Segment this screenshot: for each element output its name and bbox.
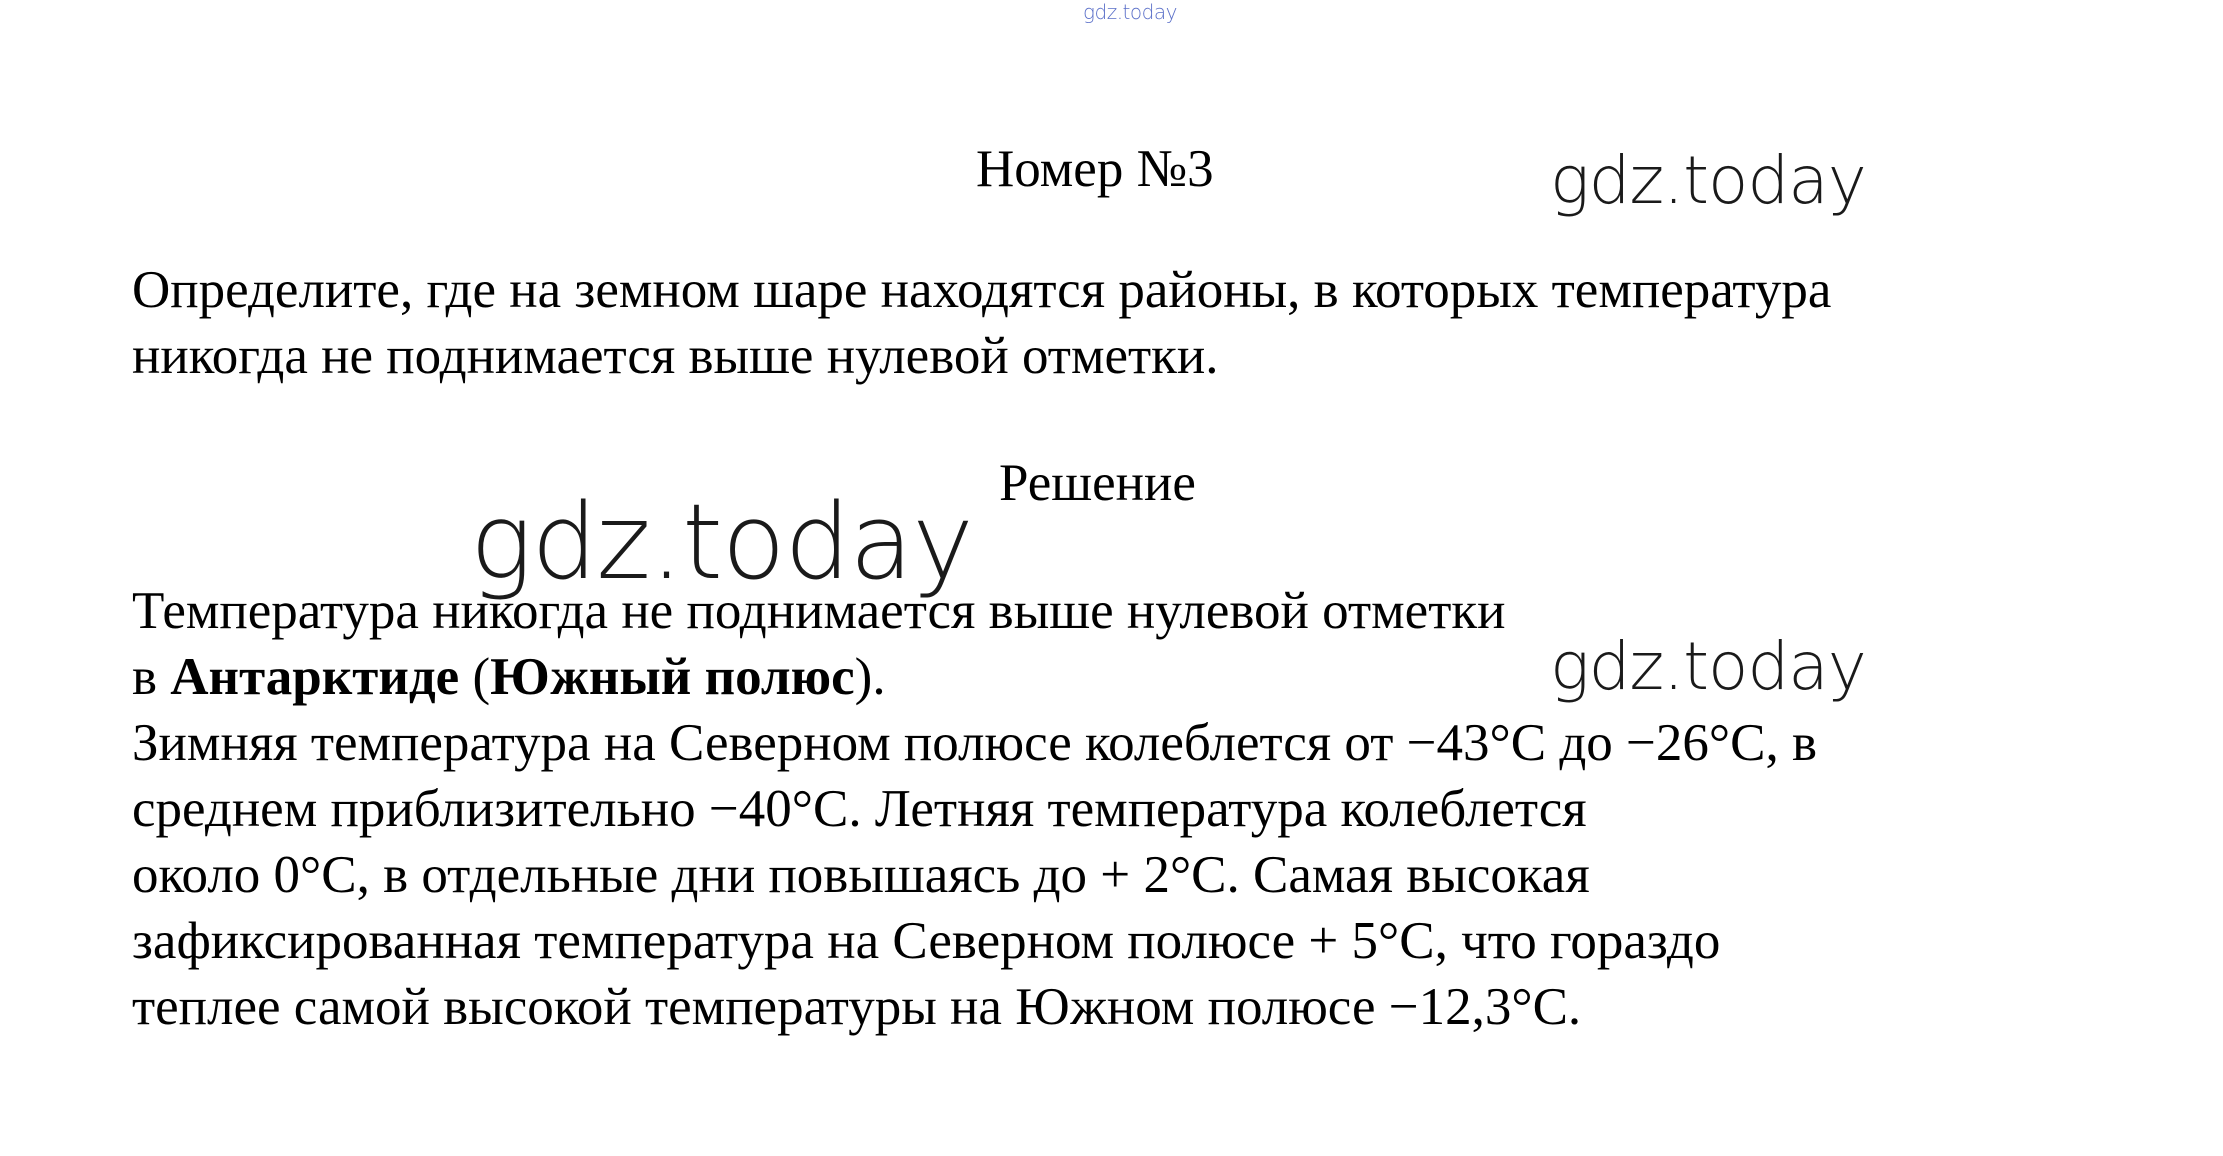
watermark-right-upper: gdz.today [1550,142,1866,219]
task-number-heading: Номер №3 [976,140,1214,198]
answer-paren-open: ( [459,648,491,706]
answer-prefix: в [132,648,171,706]
answer-line: Зимняя температура на Северном полюсе колеблется от −43°C до −26°C, в [132,714,1818,772]
answer-line-bold [132,644,1817,710]
answer-line: теплее самой высокой температуры на Южном полюсе −12,3°C. [132,978,1582,1036]
answer-line: среднем приблизительно −40°C. Летняя температура колеблется [132,780,1587,838]
solution-heading: Решение [999,454,1196,512]
task-line: никогда не поднимается выше нулевой отметки. [132,327,1219,385]
answer-paren-close: ). [854,648,886,706]
task-text [132,257,1831,389]
watermark-right-lower: gdz.today [1550,628,1866,705]
task-line: Определите, где на земном шаре находятся районы, в которых температура [132,261,1832,319]
answer-text [132,578,1817,1040]
answer-antarctica: Антарктиде [170,648,460,706]
watermark-center: gdz.today [470,481,973,603]
answer-south-pole: Южный полюс [490,648,855,706]
answer-line: зафиксированная температура на Северном полюсе + 5°C, что гораздо [132,912,1721,970]
answer-line: Температура никогда не поднимается выше нулевой отметки [132,582,1506,640]
answer-line: около 0°C, в отдельные дни повышаясь до + 2°C. Самая высокая [132,846,1590,904]
watermark-top: gdz.today [1083,0,1177,24]
